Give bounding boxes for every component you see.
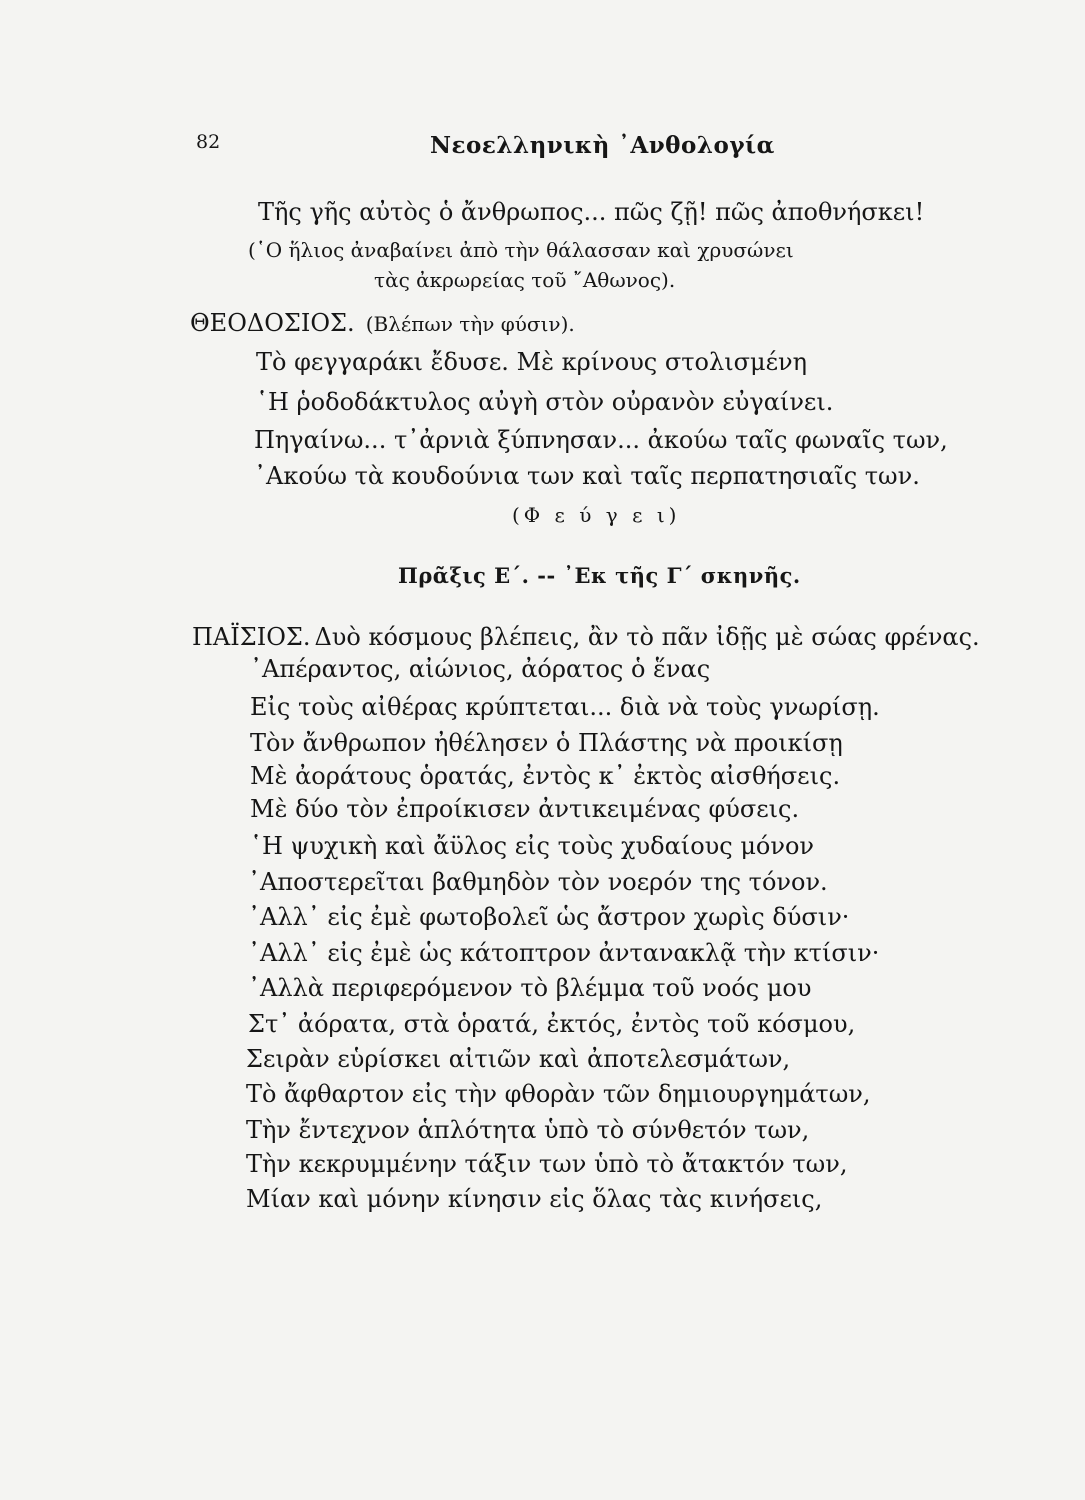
verse-line: ᾿Αλλ᾿ εἰς ἐμὲ φωτοβολεῖ ὡς ἄστρον χωρὶς δύσιν· (248, 903, 850, 931)
act-heading: Πρᾶξις Ε΄. -- ᾿Εκ τῆς Γ΄ σκηνῆς. (398, 563, 801, 588)
verse-line: Τὴν κεκρυμμένην τάξιν των ὑπὸ τὸ ἄτακτόν των, (246, 1150, 848, 1178)
verse-line: Σειρὰν εὑρίσκει αἰτιῶν καὶ ἀποτελεσμάτων, (246, 1045, 791, 1073)
verse-line: ῾Η ῥοδοδάκτυλος αὐγὴ στὸν οὐρανὸν εὐγαίνει. (256, 388, 834, 416)
verse-line: Εἰς τοὺς αἰθέρας κρύπτεται... διὰ νὰ τοὺς γνωρίσῃ. (250, 693, 880, 721)
verse-line: Δυὸ κόσμους βλέπεις, ἂν τὸ πᾶν ἰδῇς μὲ σώας φρένας. (314, 623, 980, 651)
speaker-name: ΘΕΟΔΟΣΙΟΣ. (190, 309, 355, 337)
speaker-line (190, 311, 575, 335)
verse-line: Τῆς γῆς αὐτὸς ὁ ἄνθρωπος... πῶς ζῇ! πῶς ἀποθνήσκει! (258, 198, 925, 226)
verse-line: ᾿Αλλὰ περιφερόμενον τὸ βλέμμα τοῦ νοός μου (248, 974, 812, 1002)
stage-direction: (῾Ο ἥλιος ἀναβαίνει ἀπὸ τὴν θάλασσαν καὶ χρυσώνει (248, 238, 794, 262)
verse-line: Μὲ δύο τὸν ἐπροίκισεν ἀντικειμένας φύσεις. (250, 795, 800, 823)
page-number: 82 (196, 131, 221, 153)
stage-direction: τὰς ἀκρωρείας τοῦ ῎Αθωνος). (374, 268, 676, 292)
speaker-name: ΠΑΪΣΙΟΣ. (192, 623, 311, 651)
verse-line: ᾿Αλλ᾿ εἰς ἐμὲ ὡς κάτοπτρον ἀντανακλᾷ τὴν κτίσιν· (248, 939, 880, 967)
verse-line: Τὸν ἄνθρωπον ἠθέλησεν ὁ Πλάστης νὰ προικίσῃ (250, 729, 843, 757)
verse-line: Πηγαίνω... τ᾿ἀρνιὰ ξύπνησαν... ἀκούω ταῖς φωναῖς των, (254, 426, 948, 454)
speaker-direction: (Βλέπων τὴν φύσιν). (365, 312, 575, 336)
exit-direction: (Φ ε ύ γ ε ι) (512, 503, 681, 527)
verse-line: ᾿Αποστερεῖται βαθμηδὸν τὸν νοερόν της τόνον. (248, 868, 828, 896)
verse-line: Στ᾿ ἀόρατα, στὰ ὁρατά, ἐκτός, ἐντὸς τοῦ κόσμου, (248, 1010, 856, 1038)
verse-line: ᾿Ακούω τὰ κουδούνια των καὶ ταῖς περπατησιαῖς των. (254, 462, 920, 490)
speaker-line (192, 625, 980, 649)
verse-line: ῾Η ψυχικὴ καὶ ἄϋλος εἰς τοὺς χυδαίους μόνον (250, 832, 814, 860)
verse-line: Τὸ ἄφθαρτον εἰς τὴν φθορὰν τῶν δημιουργημάτων, (246, 1080, 871, 1108)
verse-line: Μὲ ἀοράτους ὁρατάς, ἐντὸς κ᾿ ἐκτὸς αἰσθήσεις. (250, 762, 841, 790)
verse-line: Μίαν καὶ μόνην κίνησιν εἰς ὅλας τὰς κινήσεις, (246, 1185, 823, 1213)
verse-line: ᾿Απέραντος, αἰώνιος, ἀόρατος ὁ ἕνας (250, 655, 711, 683)
verse-line: Τὴν ἔντεχνον ἁπλότητα ὑπὸ τὸ σύνθετόν των, (246, 1116, 810, 1144)
verse-line: Τὸ φεγγαράκι ἔδυσε. Μὲ κρίνους στολισμένη (256, 348, 807, 376)
running-title: Νεοελληνικὴ ᾿Ανθολογία (430, 132, 775, 159)
